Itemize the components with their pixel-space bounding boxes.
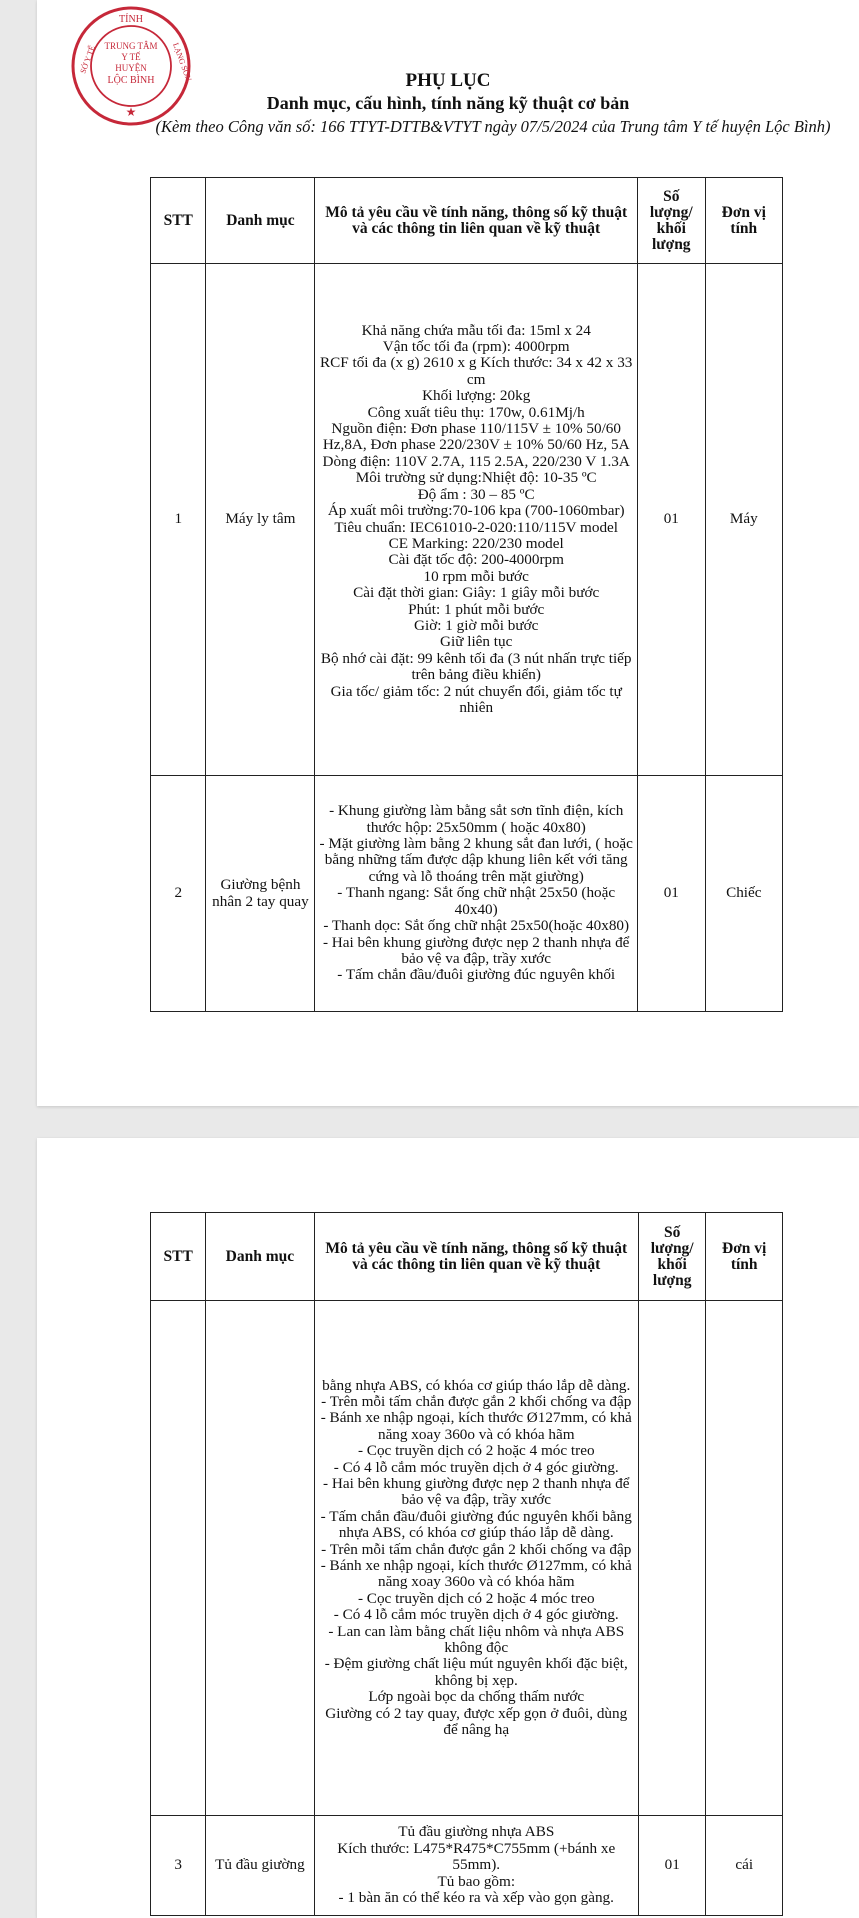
header-so-luong: Số lượng/ khối lượng <box>638 1213 705 1301</box>
svg-text:HUYỆN: HUYỆN <box>115 63 147 73</box>
cell-danh-muc: Giường bệnh nhân 2 tay quay <box>206 776 315 1012</box>
cell-don-vi: Chiếc <box>705 776 782 1012</box>
cell-danh-muc: Tủ đầu giường <box>206 1816 314 1916</box>
cell-don-vi: Máy <box>705 264 782 776</box>
cell-so-luong: 01 <box>637 264 705 776</box>
cell-mo-ta: Khả năng chứa mẫu tối đa: 15ml x 24 Vận tốc tối đa (rpm): 4000rpm RCF tối đa (x g) 2610 x g Kích thước: 34 x 42 x 33 cm Khối lượng: 20kg Công xuất tiêu thụ: 170w, 0.61Mj/h Nguồn điện: Đơn phase 110/115V ± 10% 50/60 Hz,8A, Đơn phase 220/230V ± 10% 50/60 Hz, 5A Dòng điện: 110V 2.7A, 115 2.5A, 220/230 V 1.3A Môi trường sử dụng:Nhiệt độ: 10-35 ºC Độ ẩm : 30 – 85 ºC Áp xuất môi trường:70-106 kpa (700-1060mbar) Tiêu chuẩn: IEC61010-2-020:110/115V model CE Marking: 220/230 model Cài đặt tốc độ: 200-4000rpm 10 rpm mỗi bước Cài đặt thời gian: Giây: 1 giây mỗi bước Phút: 1 phút mỗi bước Giờ: 1 giờ mỗi bước Giữ liên tục Bộ nhớ cài đặt: 99 kênh tối đa (3 nút nhấn trực tiếp trên bảng điều khiển) Gia tốc/ giảm tốc: 2 nút chuyển đổi, giảm tốc tự nhiên <box>315 264 638 776</box>
header-danh-muc: Danh mục <box>206 178 315 264</box>
header-don-vi: Đơn vị tính <box>706 1213 783 1301</box>
cell-danh-muc: Máy ly tâm <box>206 264 315 776</box>
cell-don-vi <box>706 1301 783 1816</box>
svg-text:★: ★ <box>125 105 137 119</box>
cell-so-luong <box>638 1301 705 1816</box>
header-stt: STT <box>151 178 206 264</box>
header-don-vi: Đơn vị tính <box>705 178 782 264</box>
cell-mo-ta: Tủ đầu giường nhựa ABS Kích thước: L475*R475*C755mm (+bánh xe 55mm). Tủ bao gồm: - 1 bàn ăn có thể kéo ra và xếp vào gọn gàng. <box>314 1816 638 1916</box>
header-stt: STT <box>151 1213 206 1301</box>
document-title: PHỤ LỤC <box>405 70 491 91</box>
table-row <box>151 1301 783 1816</box>
svg-text:TỈNH: TỈNH <box>119 14 143 25</box>
cell-stt: 3 <box>151 1816 206 1916</box>
cell-so-luong: 01 <box>638 1816 705 1916</box>
svg-text:LẠNG SƠN: LẠNG SƠN <box>171 41 194 83</box>
cell-mo-ta: - Khung giường làm bằng sắt sơn tĩnh điện, kích thước hộp: 25x50mm ( hoặc 40x80) - Mặt giường làm bằng 2 khung sắt đan lưới, ( hoặc bằng những tấm được dập khung liên kết với tăng cứng và lỗ thoáng trên mặt giường) - Thanh ngang: Sắt ống chữ nhật 25x50 (hoặc 40x40) - Thanh dọc: Sắt ống chữ nhật 25x50(hoặc 40x80) - Hai bên khung giường được nẹp 2 thanh nhựa để bảo vệ va đập, trầy xước - Tấm chắn đầu/đuôi giường đúc nguyên khối <box>315 776 638 1012</box>
spec-table-page2 <box>150 1212 783 1916</box>
header-mo-ta: Mô tả yêu cầu về tính năng, thông số kỹ thuật và các thông tin liên quan về kỹ thuật <box>314 1213 638 1301</box>
spec-table-page1 <box>150 177 783 1012</box>
document-page-1 <box>37 0 859 1106</box>
cell-danh-muc <box>206 1301 314 1816</box>
svg-text:SỞ Y TẾ: SỞ Y TẾ <box>78 44 97 75</box>
table-row <box>151 264 783 776</box>
document-subtitle: Danh mục, cấu hình, tính năng kỹ thuật cơ bản <box>266 93 630 113</box>
cell-stt <box>151 1301 206 1816</box>
document-reference: (Kèm theo Công văn số: 166 TTYT-DTTB&VTYT ngày 07/5/2024 của Trung tâm Y tế huyện Lộc Bình) <box>155 117 831 136</box>
table-row <box>151 776 783 1012</box>
cell-so-luong: 01 <box>637 776 705 1012</box>
svg-text:Y TẾ: Y TẾ <box>121 52 141 62</box>
cell-stt: 1 <box>151 264 206 776</box>
header-danh-muc: Danh mục <box>206 1213 314 1301</box>
cell-don-vi: cái <box>706 1816 783 1916</box>
cell-stt: 2 <box>151 776 206 1012</box>
cell-mo-ta: bằng nhựa ABS, có khóa cơ giúp tháo lắp dễ dàng. - Trên mỗi tấm chắn được gắn 2 khối chống va đập - Bánh xe nhập ngoại, kích thước Ø127mm, có khả năng xoay 360o và có khóa hãm - Cọc truyền dịch có 2 hoặc 4 móc treo - Có 4 lỗ cắm móc truyền dịch ở 4 góc giường. - Hai bên khung giường được nẹp 2 thanh nhựa để bảo vệ va đập, trầy xước - Tấm chắn đầu/đuôi giường đúc nguyên khối bằng nhựa ABS, có khóa cơ giúp tháo lắp dễ dàng. - Trên mỗi tấm chắn được gắn 2 khối chống va đập - Bánh xe nhập ngoại, kích thước Ø127mm, có khả năng xoay 360o và có khóa hãm - Cọc truyền dịch có 2 hoặc 4 móc treo - Có 4 lỗ cắm móc truyền dịch ở 4 góc giường. - Lan can làm bằng chất liệu nhôm và nhựa ABS không độc - Đệm giường chất liệu mút nguyên khối đặc biệt, không bị xẹp. Lớp ngoài bọc da chống thấm nước Giường có 2 tay quay, được xếp gọn ở đuôi, dùng để nâng hạ <box>314 1301 638 1816</box>
document-page-2 <box>37 1138 859 1918</box>
table-header-row <box>151 1213 783 1301</box>
svg-text:LỘC BÌNH: LỘC BÌNH <box>107 75 155 86</box>
svg-text:TRUNG TÂM: TRUNG TÂM <box>104 41 158 51</box>
table-header-row <box>151 178 783 264</box>
header-so-luong: Số lượng/ khối lượng <box>637 178 705 264</box>
header-mo-ta: Mô tả yêu cầu về tính năng, thông số kỹ thuật và các thông tin liên quan về kỹ thuật <box>315 178 638 264</box>
table-row <box>151 1816 783 1916</box>
